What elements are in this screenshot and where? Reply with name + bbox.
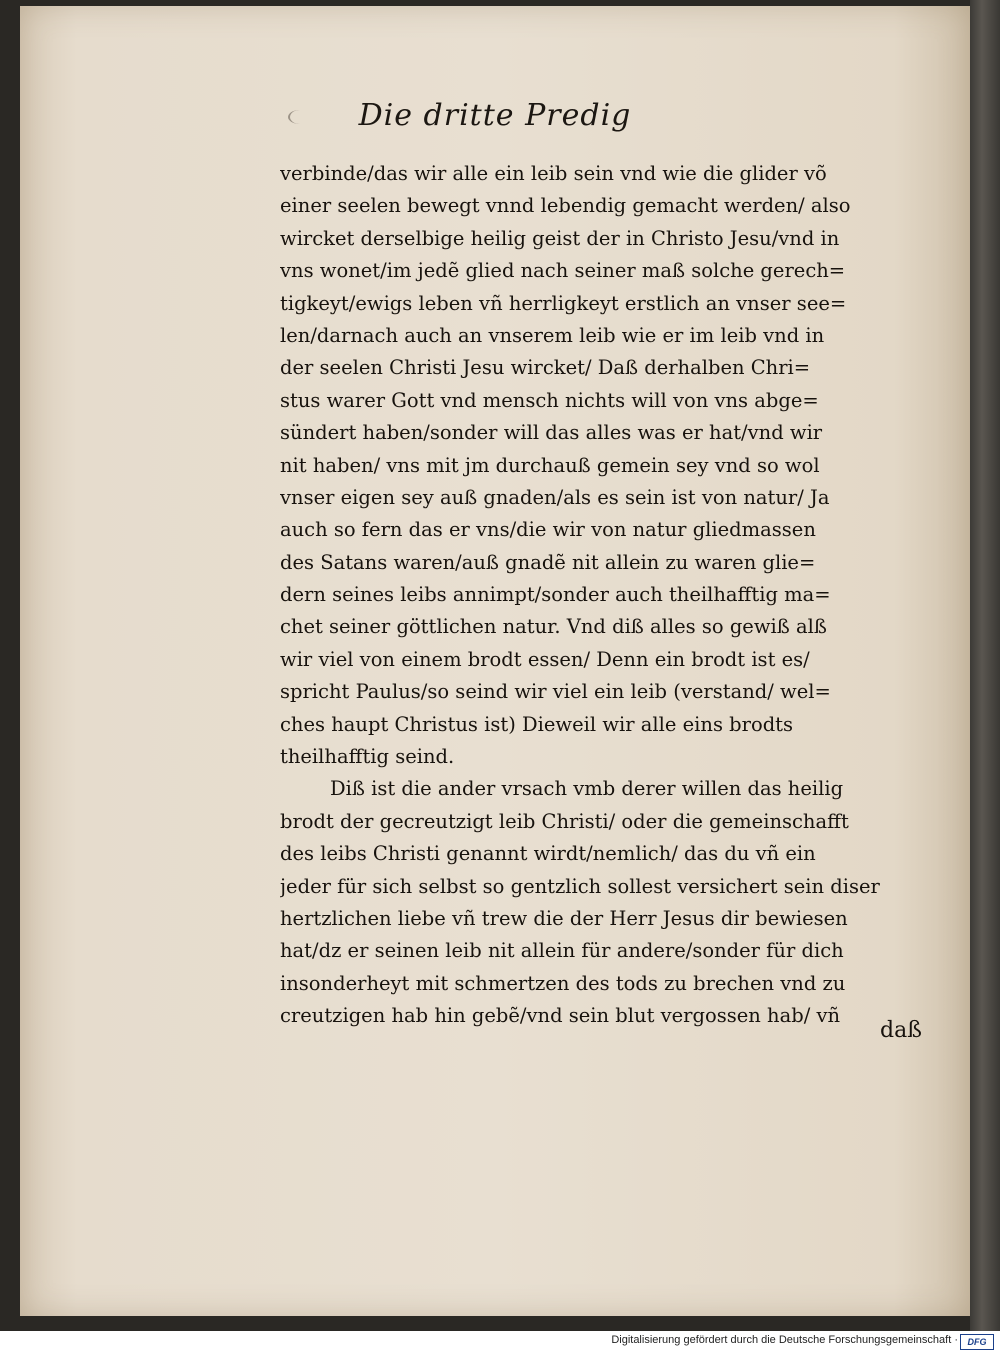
footer-bar: [0, 1331, 1000, 1351]
text-line: ches haupt Christus ist) Dieweil wir alle eins brodts: [280, 712, 794, 736]
running-head: Die dritte Predig: [358, 98, 632, 133]
text-line: insonderheyt mit schmertzen des tods zu brechen vnd zu: [280, 971, 846, 995]
text-line: der seelen Christi Jesu wircket/ Daß derhalben Chri=: [280, 356, 811, 380]
text-line: jeder für sich selbst so gentzlich sollest versichert sein diser: [280, 874, 880, 898]
text-line: des leibs Christi genannt wirdt/nemlich/ das du vñ ein: [280, 842, 816, 866]
book-spine-edge: [970, 0, 1000, 1331]
text-line: sündert haben/sonder will das alles was er hat/vnd wir: [280, 421, 823, 445]
text-line: spricht Paulus/so seind wir viel ein leib (verstand/ wel=: [280, 680, 831, 704]
text-line: wir viel von einem brodt essen/ Denn ein brodt ist es/: [280, 647, 810, 671]
text-line: dern seines leibs annimpt/sonder auch theilhafftig ma=: [280, 583, 831, 607]
text-line: creutzigen hab hin gebẽ/vnd sein blut vergossen hab/ vñ: [280, 1004, 841, 1028]
text-line-paragraph-start: Diß ist die ander vrsach vmb derer willen das heilig: [330, 777, 844, 801]
text-line: len/darnach auch an vnserem leib wie er im leib vnd in: [280, 323, 825, 347]
text-line: tigkeyt/ewigs leben vñ herrligkeyt erstlich an vnser see=: [280, 291, 847, 315]
text-line: des Satans waren/auß gnadẽ nit allein zu waren glie=: [280, 550, 816, 574]
text-line: vnser eigen sey auß gnaden/als es sein ist von natur/ Ja: [280, 485, 830, 509]
text-line: stus warer Gott vnd mensch nichts will von vns abge=: [280, 388, 819, 412]
text-line: nit haben/ vns mit jm durchauß gemein sey vnd so wol: [280, 453, 820, 477]
text-line: hertzlichen liebe vñ trew die der Herr Jesus dir bewiesen: [280, 906, 848, 930]
funding-credit: Digitalisierung gefördert durch die Deutsche Forschungsgemeinschaft ·: [611, 1334, 958, 1346]
text-line: verbinde/das wir alle ein leib sein vnd wie die glider võ: [280, 162, 827, 185]
dfg-logo-icon: DFG: [960, 1334, 994, 1350]
body-text: [280, 158, 930, 1033]
text-line: hat/dz er seinen leib nit allein für andere/sonder für dich: [280, 939, 844, 963]
text-line: chet seiner göttlichen natur. Vnd diß alles so gewiß alß: [280, 615, 827, 639]
text-line: wircket derselbige heilig geist der in Christo Jesu/vnd in: [280, 226, 840, 250]
text-line: auch so fern das er vns/die wir von natur gliedmassen: [280, 518, 816, 542]
text-line: brodt der gecreutzigt leib Christi/ oder die gemeinschafft: [280, 809, 849, 833]
catchword: daß: [880, 1018, 922, 1043]
book-page: [20, 6, 970, 1316]
text-line: einer seelen bewegt vnnd lebendig gemacht werden/ also: [280, 194, 851, 218]
text-line: vns wonet/im jedẽ glied nach seiner maß solche gerech=: [280, 259, 846, 283]
text-line: theilhafftig seind.: [280, 745, 455, 769]
